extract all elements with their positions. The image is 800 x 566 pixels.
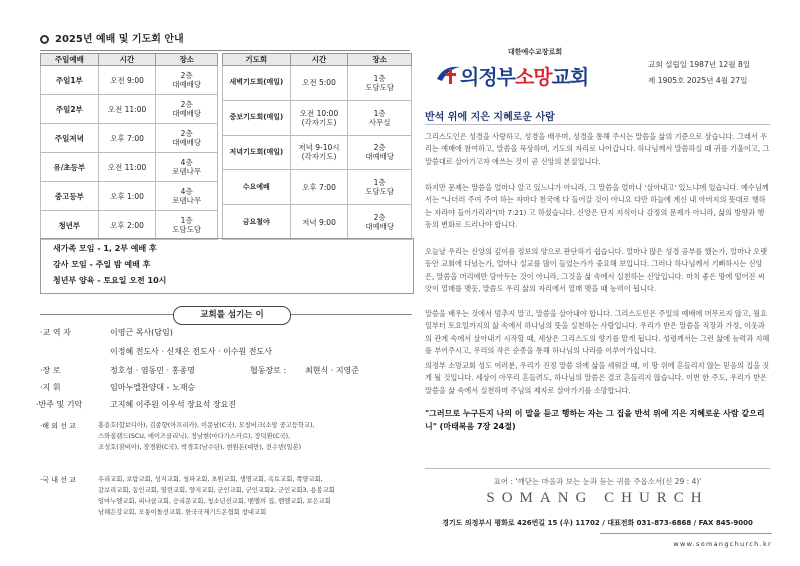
coop-elders-label: 협동장로 : (250, 366, 287, 375)
schedule-row (223, 66, 412, 101)
domestic-mission-list: 우리교회, 보람교회, 성지교회, 청파교회, 초원교회, 생명교회, 옥토교회, 쪽양교회, 갈보리교회, 동인교회, 열린교회, 양지교회, 군인교회, 군인교회2, 군인교회3, 용봉교회 임마누엘교회, 피나클교회, 승리문교회, 청소년선교회, 밴엘의 집, 밴엘교회, 보은교회 남해은강교회, 모퉁이돌선교회, 한국국제기드온협회 창대교회 (98, 476, 335, 516)
pastor-label: ·교 역 자 (40, 328, 71, 337)
schedule-row (223, 205, 412, 240)
service-place: 2층 대예배당 (156, 124, 218, 153)
col-header-prayer: 기도회 (223, 54, 291, 66)
col-header-place: 장소 (156, 54, 218, 66)
article-paragraph: 오늘날 우리는 신앙의 깊이를 정보의 양으로 판단하기 쉽습니다. 얼마나 많은 성경 공부를 했는가, 얼마나 오랫동안 교회에 다녔는가, 얼마나 설교를 많이 들었는가가 중요해 보입니다. 그러나 하나님께서 기뻐하시는 신앙은, 말씀을 머리에만 담아두는 것이 아니라, 그것을 삶 속에서 실천하는 신앙입니다. 마치 좋은 땅에 떨어진 씨앗이 열매를 맺듯, 말씀도 우리 삶의 자리에서 열매 맺을 때 능력이 됩니다. (425, 247, 768, 293)
service-name: 중보기도회(매일) (223, 100, 291, 135)
denomination: 대한예수교장로회 (508, 48, 563, 56)
service-place: 2층 대예배당 (348, 205, 412, 240)
coop-elders-names: 최현식 · 지영준 (305, 366, 359, 375)
schedule-row (41, 95, 218, 124)
notice-item: 새가족 모임 - 1, 2부 예배 후 (53, 244, 157, 253)
service-name: 주일저녁 (41, 124, 99, 153)
pastor-name: 이영근 목사(담임) (110, 328, 173, 337)
service-time: 오후 7:00 (98, 124, 156, 153)
service-name: 유/초등부 (41, 153, 99, 182)
col-header-time: 시간 (98, 54, 156, 66)
service-time: 오전 10:00 (각자기도) (290, 100, 348, 135)
service-time: 오전 11:00 (98, 95, 156, 124)
elders-label: ·장 로 (40, 366, 61, 375)
service-name: 중고등부 (41, 182, 99, 211)
service-name: 주일1부 (41, 66, 99, 95)
col-header-service: 주일예배 (41, 54, 99, 66)
schedule-row (41, 211, 218, 240)
accompanists: 고지혜 이주원 이우석 장요석 장요진 (110, 400, 237, 409)
service-place: 1층 도담도담 (348, 170, 412, 205)
divider (425, 468, 770, 469)
evangelists: 이정혜 전도사 · 신채은 전도사 · 이수원 전도사 (110, 347, 272, 356)
service-time: 오후 2:00 (98, 211, 156, 240)
service-name: 금요철야 (223, 205, 291, 240)
schedule-row (223, 100, 412, 135)
circle-bullet-icon (40, 35, 49, 44)
conductor: 임마누엘찬양대 - 노재승 (110, 383, 196, 392)
service-time: 저녁 9:00 (290, 205, 348, 240)
domestic-mission-label: ·국 내 선 교 (40, 476, 76, 484)
service-name: 청년부 (41, 211, 99, 240)
service-time: 오전 9:00 (98, 66, 156, 95)
service-time: 오후 7:00 (290, 170, 348, 205)
service-time: 저녁 9-10시 (각자기도) (290, 135, 348, 170)
notice-item: 강사 모임 - 주일 밤 예배 후 (53, 260, 151, 269)
schedule-row (223, 170, 412, 205)
overseas-mission-label: ·해 외 선 교 (40, 422, 76, 430)
schedule-row (41, 182, 218, 211)
service-place: 1층 도담도담 (156, 211, 218, 240)
service-name: 저녁기도회(매일) (223, 135, 291, 170)
church-name: 의정부소망교회 (460, 65, 589, 89)
article-paragraph: 말씀을 배우는 것에서 멈추지 말고, 말씀을 살아내야 합니다. 그리스도인은 주일의 예배에 머무르지 않고, 월요일부터 토요일까지의 삶 속에서 하나님의 뜻을 실천하는 사람입니다. 우리가 받은 말씀을 직장과 가정, 이웃과의 관계 속에서 살아내기 시작할 때, 세상은 그리스도의 향기를 맡게 됩니다. 성령께서는 그런 삶에 능력과 지혜를 부어주시고, 우리의 작은 순종을 통해 하나님의 나라를 이루어가십니다. (425, 309, 770, 355)
schedule-row (41, 66, 218, 95)
col-header-place: 장소 (348, 54, 412, 66)
service-place: 4층 로뎀나무 (156, 182, 218, 211)
accompanist-label: ·반주 및 기악 (36, 400, 83, 409)
article-paragraph: 하지만 문제는 말씀을 얼마나 알고 있느냐가 아니라, 그 말씀을 얼마나 '살아내고' 있느냐에 있습니다. 예수님께서는 "나더러 주여 주여 하는 자마다 천국에 다 들어갈 것이 아니요 다만 하늘에 계신 내 아버지의 뜻대로 행하는 자라야 들어가리라"(마 7:21) 고 하셨습니다. 신앙은 단지 지식이나 감정의 문제가 아니라, 삶의 방향과 행동의 변화로 드러나야 합니다. (425, 183, 769, 229)
schedule-row (41, 153, 218, 182)
church-motto: 표어 : '깨닫는 마음과 보는 눈과 듣는 귀를 주옵소서(신 29 : 4)' (493, 477, 702, 486)
divider (600, 533, 772, 534)
conductor-label: ·지 휘 (40, 383, 61, 392)
service-place: 2층 대예배당 (156, 95, 218, 124)
service-name: 주일2부 (41, 95, 99, 124)
schedule-row (223, 135, 412, 170)
service-place: 1층 사무실 (348, 100, 412, 135)
staff-heading: 교회를 섬기는 이 (173, 306, 291, 325)
service-place: 1층 도담도담 (348, 66, 412, 101)
article-title: 반석 위에 지은 지혜로운 사람 (425, 112, 555, 123)
overseas-mission-list: 홍용호(합보디아), 김종향(아프리카), 이문남(C국), 모창비크(소망 중고등학교), 스와질랜드(SCU, 에이즈클리닉), 정남현(마다가스카르), 장덕환(C국), 조성호(잠비아), 장경환(C국), 박경호(남수단), 현원돈(대만), 전수빈(일본) (98, 422, 315, 451)
publication-info (648, 57, 750, 89)
service-time: 오전 5:00 (290, 66, 348, 101)
prayer-schedule-table (222, 53, 412, 240)
issue-number: 제 1905호 2025년 4월 27일 (648, 76, 748, 85)
website-link[interactable]: www.somangchurch.kr (673, 540, 772, 548)
service-place: 2층 대예배당 (156, 66, 218, 95)
service-name: 수요예배 (223, 170, 291, 205)
col-header-time: 시간 (290, 54, 348, 66)
founded-date: 교회 설립일 1987년 12월 8일 (648, 60, 751, 69)
scripture-quote: "그러므로 누구든지 나의 이 말을 듣고 행하는 자는 그 집을 반석 위에 지은 지혜로운 사람 같으리니" (마태복음 7장 24절) (425, 409, 765, 431)
church-address: 경기도 의정부시 평화로 426번길 15 (우) 11702 / 대표전화 031-873-6868 / FAX 845-9000 (442, 519, 753, 527)
divider (425, 124, 770, 125)
article-paragraph: 의정부 소망교회 성도 여러분, 우리가 진정 말씀 위에 삶을 세워갈 때, 이 땅 위에 흔들리지 않는 믿음의 집을 짓게 될 것입니다. 세상이 아무리 흔들려도, 하나님의 말씀은 결코 흔들리지 않습니다. 이번 한 주도, 우리가 받은 말씀을 삶 속에서 실천하며 주님의 제자로 살아가기를 소망합니다. (425, 361, 770, 395)
church-name-english: SOMANG CHURCH (486, 490, 709, 506)
worship-schedule-table (40, 53, 218, 240)
worship-section-title: 2025년 예배 및 기도회 안내 (40, 32, 410, 51)
notice-box (40, 238, 414, 294)
service-place: 2층 대예배당 (348, 135, 412, 170)
service-time: 오후 1:00 (98, 182, 156, 211)
schedule-row (41, 124, 218, 153)
notice-item: 청년부 양육 - 토요일 오전 10시 (53, 276, 167, 285)
article-paragraph: 그리스도인은 성경을 사랑하고, 성경을 배우며, 성경을 통해 주시는 말씀을 삶의 기준으로 삼습니다. 그래서 우리는 예배에 참여하고, 말씀을 묵상하며, 기도의 자리로 나아갑니다. 하나님께서 말씀하실 때 귀를 기울이고, 그 말씀대로 살아가고자 애쓰는 것이 곧 신앙의 본질입니다. (425, 132, 770, 166)
service-place: 4층 로뎀나무 (156, 153, 218, 182)
service-time: 오전 11:00 (98, 153, 156, 182)
service-name: 새벽기도회(매일) (223, 66, 291, 101)
elders-names: 정호성 · 염동민 · 홍종명 (110, 366, 195, 375)
church-logo-icon (434, 59, 462, 87)
